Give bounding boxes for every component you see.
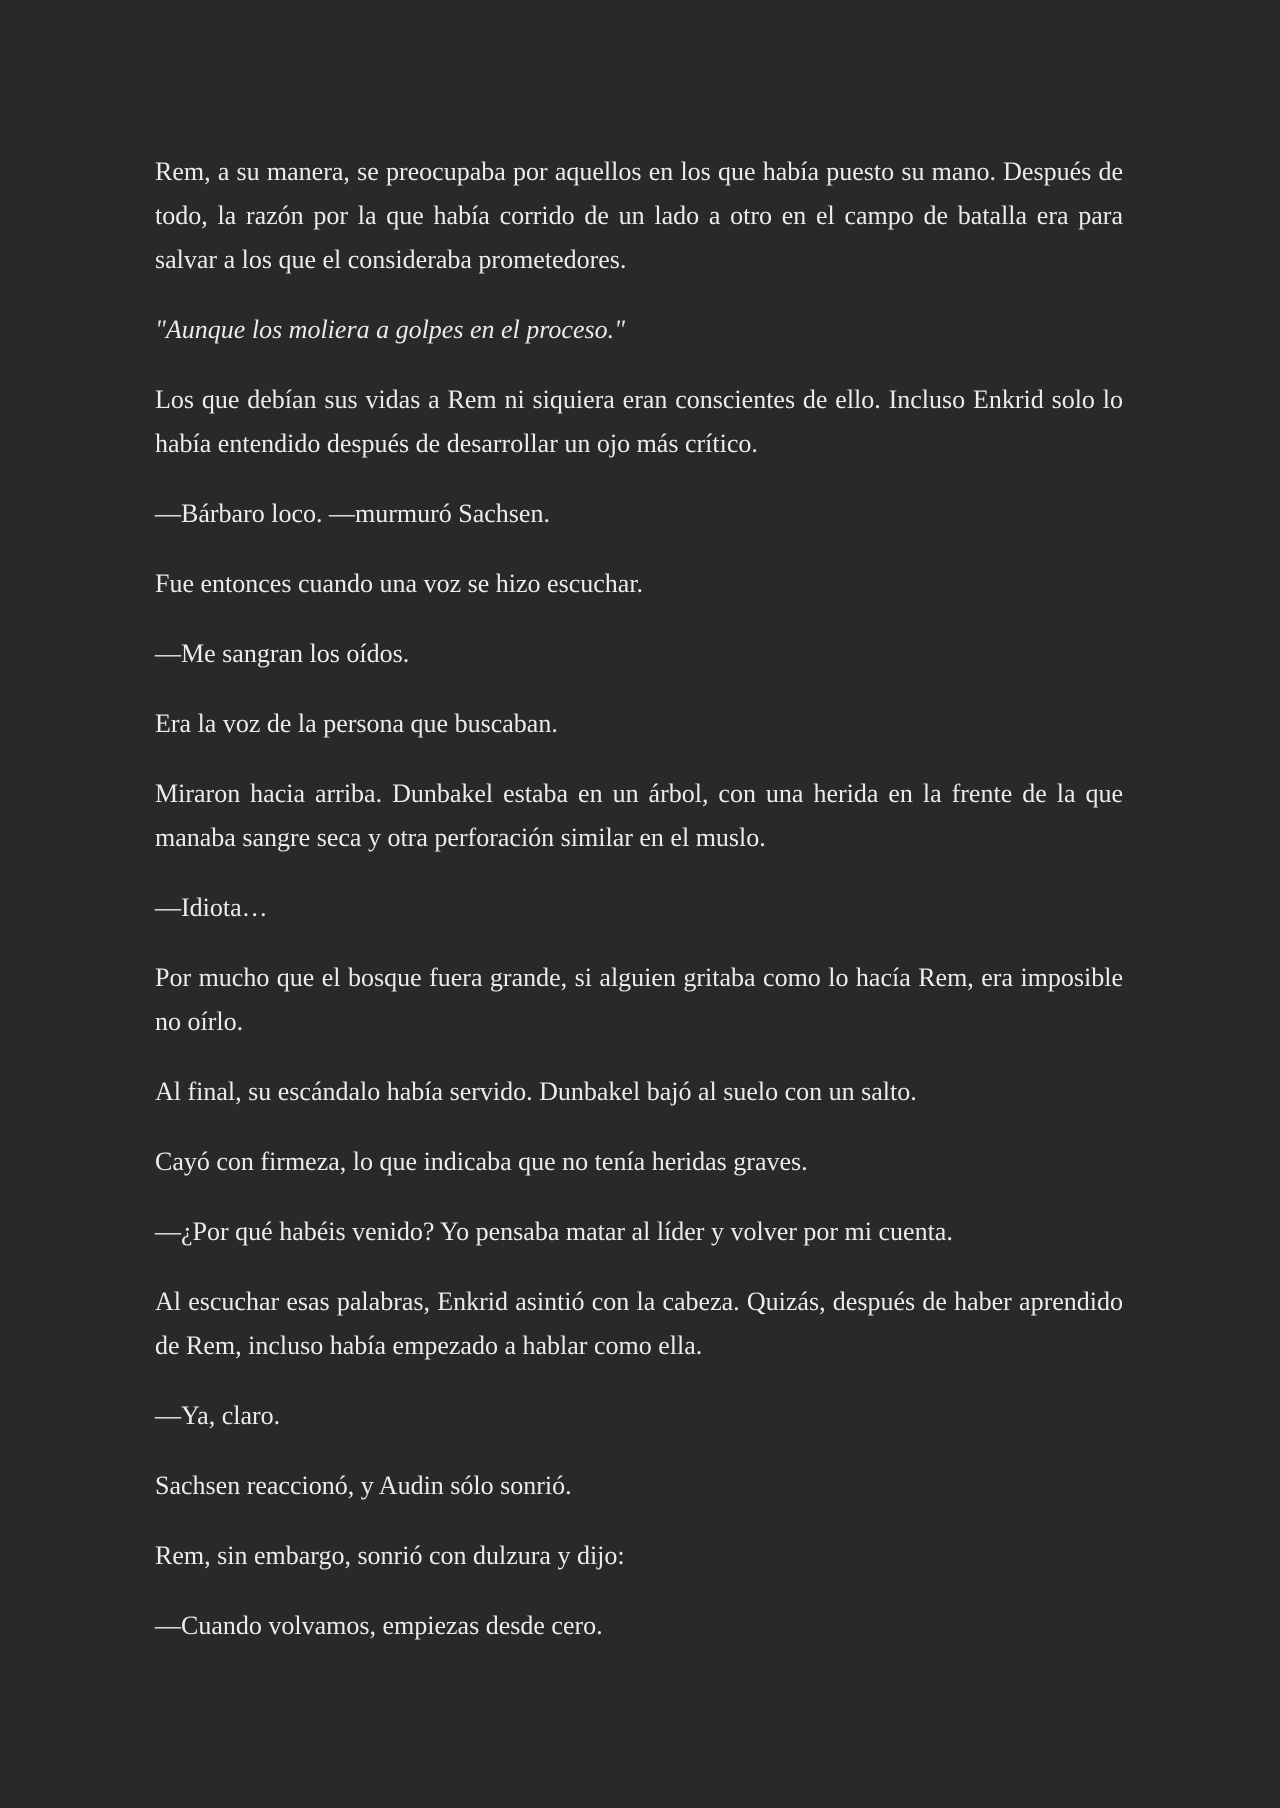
paragraph: Al escuchar esas palabras, Enkrid asintió con la cabeza. Quizás, después de haber aprendido de Rem, incluso había empezado a hablar como ella. bbox=[155, 1287, 1123, 1360]
paragraph-dialogue: —Me sangran los oídos. bbox=[155, 639, 410, 668]
paragraph: Por mucho que el bosque fuera grande, si alguien gritaba como lo hacía Rem, era imposible no oírlo. bbox=[155, 963, 1123, 1036]
paragraph: Rem, a su manera, se preocupaba por aquellos en los que había puesto su mano. Después de todo, la razón por la que había corrido de un lado a otro en el campo de batalla era para salvar a los que el consideraba prometedores. bbox=[155, 157, 1123, 274]
paragraph: Los que debían sus vidas a Rem ni siquiera eran conscientes de ello. Incluso Enkrid solo lo había entendido después de desarrollar un ojo más crítico. bbox=[155, 385, 1123, 458]
paragraph-dialogue: —Ya, claro. bbox=[155, 1401, 281, 1430]
paragraph: Rem, sin embargo, sonrió con dulzura y dijo: bbox=[155, 1541, 625, 1570]
paragraph: Fue entonces cuando una voz se hizo escuchar. bbox=[155, 569, 644, 598]
paragraph: Cayó con firmeza, lo que indicaba que no tenía heridas graves. bbox=[155, 1147, 808, 1176]
paragraph: Sachsen reaccionó, y Audin sólo sonrió. bbox=[155, 1471, 572, 1500]
paragraph-italic-thought: "Aunque los moliera a golpes en el proceso." bbox=[155, 315, 626, 344]
paragraph: Al final, su escándalo había servido. Dunbakel bajó al suelo con un salto. bbox=[155, 1077, 917, 1106]
paragraph: Miraron hacia arriba. Dunbakel estaba en un árbol, con una herida en la frente de la que manaba sangre seca y otra perforación similar en el muslo. bbox=[155, 779, 1123, 852]
paragraph-dialogue: —Idiota… bbox=[155, 893, 268, 922]
paragraph-dialogue: —Bárbaro loco. —murmuró Sachsen. bbox=[155, 499, 550, 528]
reader-content bbox=[155, 150, 1123, 1674]
paragraph-dialogue: —¿Por qué habéis venido? Yo pensaba matar al líder y volver por mi cuenta. bbox=[155, 1217, 953, 1246]
paragraph: Era la voz de la persona que buscaban. bbox=[155, 709, 558, 738]
paragraph-dialogue: —Cuando volvamos, empiezas desde cero. bbox=[155, 1611, 603, 1640]
